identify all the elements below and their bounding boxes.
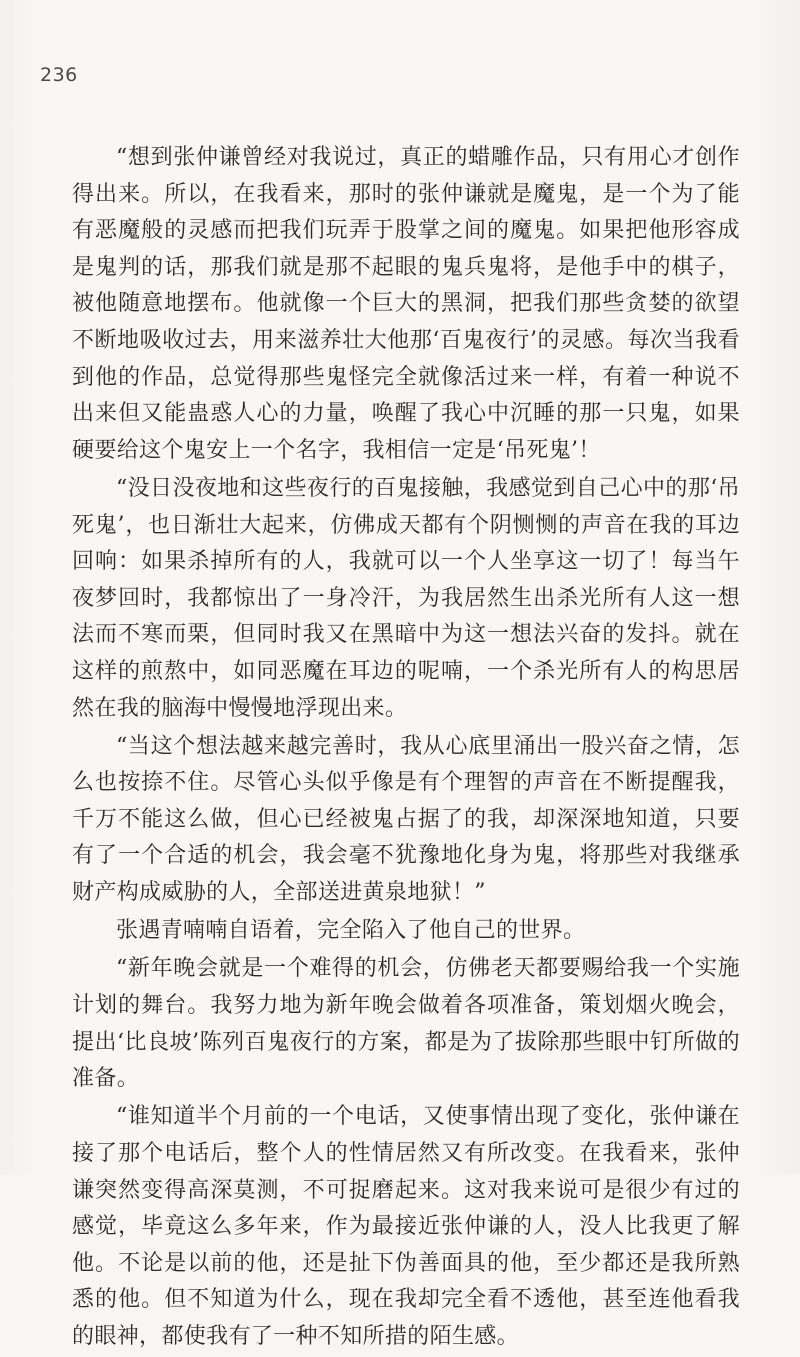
paragraph-1: “想到张仲谦曾经对我说过，真正的蜡雕作品，只有用心才创作得出来。所以，在我看来，那时的张仲谦就是魔鬼，是一个为了能有恶魔般的灵感而把我们玩弄于股掌之间的魔鬼。如果把他形容成是鬼判的话，那我们就是那不起眼的鬼兵鬼将，是他手中的棋子，被他随意地摆布。他就像一个巨大的黑洞，把我们那些贪婪的欲望不断地吸收过去，用来滋养壮大他那‘百鬼夜行’的灵感。每次当我看到他的作品，总觉得那些鬼怪完全就像活过来一样，有着一种说不出来但又能蛊惑人心的力量，唤醒了我心中沉睡的那一只鬼，如果硬要给这个鬼安上一个名字，我相信一定是‘吊死鬼’！ bbox=[72, 145, 740, 463]
paragraph-4: 张遇青喃喃自语着，完全陷入了他自己的世界。 bbox=[116, 918, 586, 944]
paragraph-2: “没日没夜地和这些夜行的百鬼接触，我感觉到自己心中的那‘吊死鬼’，也日渐壮大起来，仿佛成天都有个阴恻恻的声音在我的耳边回响：如果杀掉所有的人，我就可以一个人坐享这一切了！每当午夜梦回时，我都惊出了一身冷汗，为我居然生出杀光所有人这一想法而不寒而栗，但同时我又在黑暗中为这一想法兴奋的发抖。就在这样的煎熬中，如同恶魔在耳边的呢喃，一个杀光所有人的构思居然在我的脑海中慢慢地浮现出来。 bbox=[72, 475, 740, 721]
paragraph-3: “当这个想法越来越完善时，我从心底里涌出一股兴奋之情，怎么也按捺不住。尽管心头似乎像是有个理智的声音在不断提醒我，千万不能这么做，但心已经被鬼占据了的我，却深深地知道，只要有了一个合适的机会，我会毫不犹豫地化身为鬼，将那些对我继承财产构成威胁的人，全部送进黄泉地狱！” bbox=[72, 733, 740, 906]
paragraph-5: “新年晚会就是一个难得的机会，仿佛老天都要赐给我一个实施计划的舞台。我努力地为新年晚会做着各项准备，策划烟火晚会，提出‘比良坡’陈列百鬼夜行的方案，都是为了拔除那些眼中钉所做的准备。 bbox=[72, 956, 740, 1092]
page-number: 236 bbox=[40, 64, 78, 86]
body-text bbox=[72, 140, 740, 1357]
paragraph-6: “谁知道半个月前的一个电话，又使事情出现了变化，张仲谦在接了那个电话后，整个人的性情居然又有所改变。在我看来，张仲谦突然变得高深莫测，不可捉磨起来。这对我来说可是很少有过的感觉，毕竟这么多年来，作为最接近张仲谦的人，没人比我更了解他。不论是以前的他，还是扯下伪善面具的他，至少都还是我所熟悉的他。但不知道为什么，现在我却完全看不透他，甚至连他看我的眼神，都使我有了一种不知所措的陌生感。 bbox=[72, 1104, 740, 1349]
